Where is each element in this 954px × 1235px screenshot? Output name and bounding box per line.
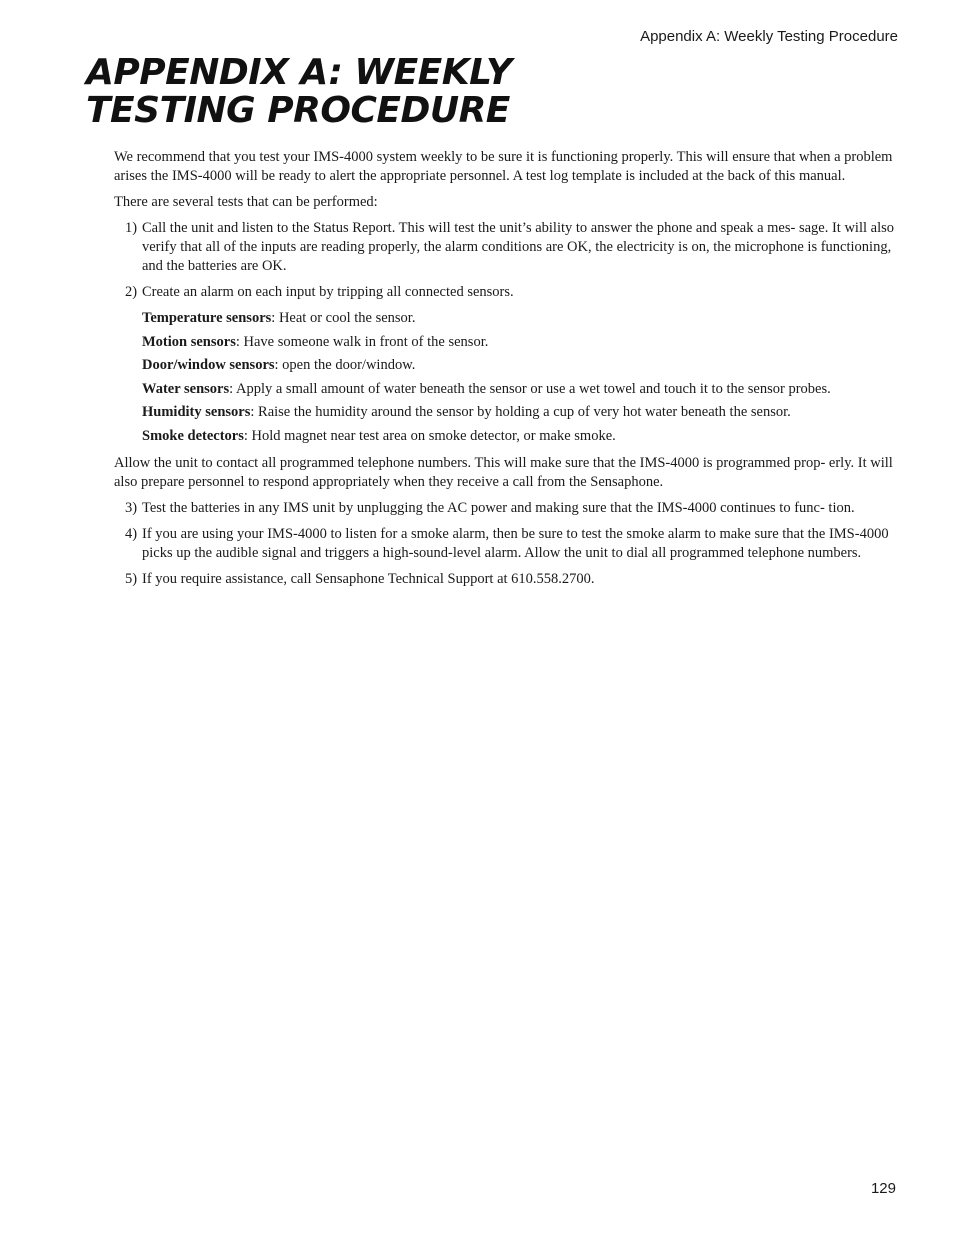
list-number: 5): [125, 570, 138, 587]
sensor-description: : Heat or cool the sensor.: [271, 310, 416, 326]
sensor-name: Door/window sensors: [142, 357, 275, 373]
sensor-name: Humidity sensors: [142, 404, 251, 420]
sensor-item-water: [114, 380, 896, 399]
list-number: 4): [125, 525, 138, 542]
sensor-name: Motion sensors: [142, 333, 236, 350]
list-number: 1): [125, 220, 138, 236]
page-number: 129: [870, 1180, 896, 1197]
sensor-name: Water sensors: [142, 380, 230, 397]
list-item-step-1: [114, 219, 896, 276]
running-header: Appendix A: Weekly Testing Procedure: [640, 28, 898, 45]
sensor-item-door-window: [114, 356, 896, 375]
list-text: Call the unit and listen to the Status Report. This will test the unit’s ability to answer the phone and speak a mes- sage. It will also verify that all of the inputs are reading properly, the alarm conditions are OK, the electricity is on, the microphone is functioning, and the batteries are OK.: [142, 220, 894, 274]
list-number: 2): [125, 284, 138, 300]
page-title-line-2: TESTING PROCEDURE: [86, 90, 510, 131]
sensor-description: : Apply a small amount of water beneath the sensor or use a wet towel and touch it to the sensor probes.: [229, 380, 831, 397]
intro-paragraph: We recommend that you test your IMS-4000 system weekly to be sure it is functioning properly. This will ensure that when a problem arises the IMS-4000 will be ready to alert the appropriate personnel. A test log template is included at the back of this manual.: [114, 149, 893, 184]
sensor-name: Temperature sensors: [142, 310, 272, 326]
page-title-line-1: APPENDIX A: WEEKLY: [86, 52, 512, 93]
sensor-item-temperature: [114, 309, 896, 328]
page-title: [86, 54, 512, 130]
body-content: [114, 148, 896, 596]
sensor-item-motion: [114, 333, 896, 352]
list-number: 3): [125, 499, 138, 516]
list-item-step-2: [114, 283, 896, 302]
sensor-item-smoke: [114, 427, 896, 446]
list-text: Create an alarm on each input by tripping all connected sensors.: [142, 284, 514, 300]
sensor-description: : Hold magnet near test area on smoke detector, or make smoke.: [243, 427, 616, 444]
sensor-description: : Raise the humidity around the sensor by holding a cup of very hot water beneath the sensor.: [250, 404, 791, 420]
allow-paragraph: Allow the unit to contact all programmed telephone numbers. This will make sure that the IMS-4000 is programmed prop- erly. It will also prepare personnel to respond appropriately when they receive a call from the Sensaphone.: [114, 454, 893, 490]
tests-intro-paragraph: There are several tests that can be performed:: [114, 194, 378, 210]
list-item-step-3: [114, 499, 896, 518]
sensor-description: : open the door/window.: [274, 357, 416, 373]
list-text: If you are using your IMS-4000 to listen for a smoke alarm, then be sure to test the smoke alarm to make sure that the IMS-4000 picks up the audible signal and triggers a high-sound-level alarm. Allow the unit to dial all programmed telephone numbers.: [142, 525, 889, 561]
list-text: If you require assistance, call Sensaphone Technical Support at 610.558.2700.: [142, 570, 595, 587]
list-item-step-5: [114, 570, 896, 589]
sensor-item-humidity: [114, 403, 896, 422]
sensor-description: : Have someone walk in front of the sensor.: [235, 333, 489, 350]
list-item-step-4: [114, 525, 896, 563]
list-text: Test the batteries in any IMS unit by unplugging the AC power and making sure that the IMS-4000 continues to func- tion.: [142, 499, 855, 516]
sensor-name: Smoke detectors: [142, 427, 244, 444]
